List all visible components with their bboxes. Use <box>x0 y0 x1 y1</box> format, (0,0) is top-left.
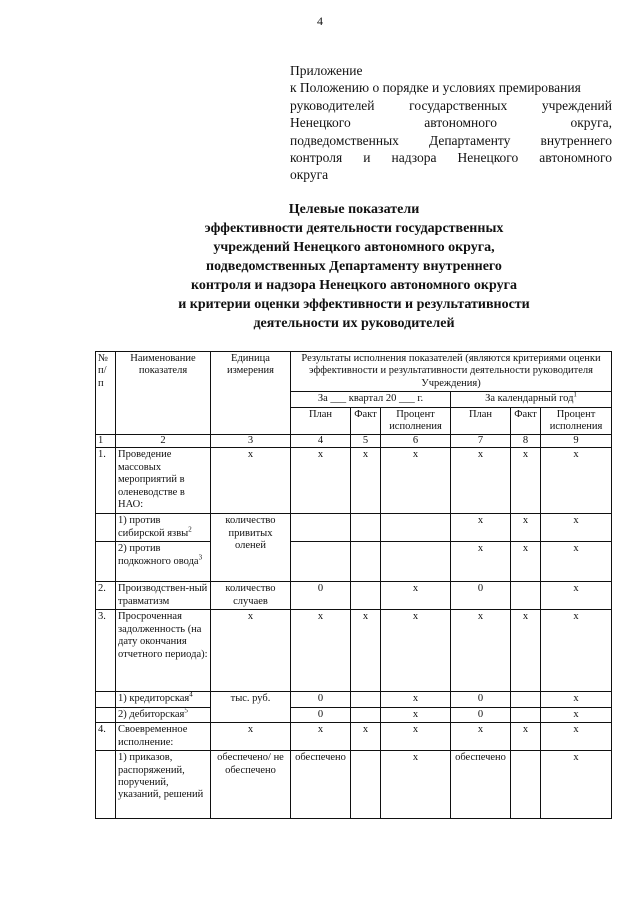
row-name <box>116 542 211 582</box>
appendix-line-5: контроля и надзора Ненецкого автономного <box>290 150 612 166</box>
cell-y-fact <box>511 692 541 707</box>
row-name <box>116 514 211 542</box>
col-number-2: 2 <box>116 435 211 448</box>
appendix-label: Приложение <box>290 63 363 78</box>
cell-q-fact <box>351 514 381 542</box>
appendix-line-2: руководителей государственных учреждений <box>290 97 612 113</box>
cell-y-percent: х <box>541 751 612 819</box>
cell-y-percent: х <box>541 723 612 751</box>
row-num <box>96 707 116 722</box>
cell-q-fact <box>351 542 381 582</box>
cell-y-percent: х <box>541 707 612 722</box>
header-num: № п/ п <box>96 352 116 435</box>
header-year <box>451 392 612 407</box>
cell-q-percent: х <box>381 707 451 722</box>
table-row <box>96 692 612 707</box>
indicators-table <box>95 351 612 819</box>
row-unit: х <box>211 610 291 692</box>
cell-y-plan: 0 <box>451 582 511 610</box>
cell-y-fact <box>511 582 541 610</box>
header-unit: Единица измерения <box>211 352 291 435</box>
row-num <box>96 514 116 542</box>
row-num: 1. <box>96 448 116 514</box>
page-number: 4 <box>317 14 323 28</box>
appendix-block <box>290 62 612 184</box>
title-line-3: учреждений Ненецкого автономного округа, <box>213 240 495 255</box>
row-num: 3. <box>96 610 116 692</box>
header-row-1 <box>96 352 612 392</box>
cell-y-fact: х <box>511 448 541 514</box>
header-y-percent: Процент исполнения <box>541 407 612 435</box>
col-number-4: 4 <box>291 435 351 448</box>
cell-y-percent: х <box>541 610 612 692</box>
header-q-plan: План <box>291 407 351 435</box>
cell-q-percent <box>381 514 451 542</box>
cell-q-fact: х <box>351 723 381 751</box>
row-unit: количество случаев <box>211 582 291 610</box>
col-number-8: 8 <box>511 435 541 448</box>
appendix-line-1: к Положению о порядке и условиях премирования <box>290 80 581 96</box>
cell-q-percent: х <box>381 582 451 610</box>
cell-y-plan: 0 <box>451 707 511 722</box>
cell-y-percent: х <box>541 448 612 514</box>
cell-y-plan: 0 <box>451 692 511 707</box>
cell-y-percent: х <box>541 692 612 707</box>
cell-y-fact: х <box>511 542 541 582</box>
row-name: Просроченная задолженность (на дату окончания отчетного периода): <box>116 610 211 692</box>
row-num: 2. <box>96 582 116 610</box>
cell-y-plan: х <box>451 610 511 692</box>
col-number-1: 1 <box>96 435 116 448</box>
table-row <box>96 448 612 514</box>
cell-y-fact: х <box>511 514 541 542</box>
cell-y-plan: обеспечено <box>451 751 511 819</box>
col-number-3: 3 <box>211 435 291 448</box>
appendix-line-6: округа <box>290 167 329 183</box>
table-row <box>96 610 612 692</box>
title-line-4: подведомственных Департаменту внутреннего <box>206 259 502 274</box>
row-name: Проведение массовых мероприятий в оленеводстве в НАО: <box>116 448 211 514</box>
cell-y-fact: х <box>511 723 541 751</box>
table-row <box>96 542 612 582</box>
row-unit: количество привитых оленей <box>211 514 291 582</box>
title-line-6: и критерии оценки эффективности и результативности <box>178 297 530 312</box>
row-name: Производствен-ный травматизм <box>116 582 211 610</box>
cell-q-percent: х <box>381 448 451 514</box>
header-year-label: За календарный год <box>485 393 574 405</box>
row-name <box>116 707 211 722</box>
appendix-line-4: подведомственных Департаменту внутреннего <box>290 132 612 148</box>
cell-q-fact: х <box>351 610 381 692</box>
cell-y-plan: х <box>451 723 511 751</box>
cell-y-percent: х <box>541 514 612 542</box>
table-row <box>96 751 612 819</box>
row-name-text: 1) против сибирской язвы <box>118 515 189 539</box>
cell-q-plan: 0 <box>291 707 351 722</box>
cell-q-plan: х <box>291 723 351 751</box>
col-number-5: 5 <box>351 435 381 448</box>
header-q-percent: Процент исполнения <box>381 407 451 435</box>
cell-y-plan: х <box>451 542 511 582</box>
row-num <box>96 751 116 819</box>
cell-q-percent: х <box>381 692 451 707</box>
title-line-2: эффективности деятельности государственных <box>204 221 504 236</box>
header-y-plan: План <box>451 407 511 435</box>
footnote-5: 5 <box>184 707 188 715</box>
header-y-fact: Факт <box>511 407 541 435</box>
cell-q-percent: х <box>381 610 451 692</box>
row-name-text: 2) против подкожного овода <box>118 543 199 567</box>
row-unit: обеспечено/ не обеспечено <box>211 751 291 819</box>
row-name-text: 2) дебиторская <box>118 708 185 720</box>
cell-q-fact <box>351 692 381 707</box>
title-line-5: контроля и надзора Ненецкого автономного округа <box>191 278 517 293</box>
cell-q-plan: 0 <box>291 582 351 610</box>
cell-q-plan: х <box>291 610 351 692</box>
cell-q-plan: обеспечено <box>291 751 351 819</box>
row-name: 1) приказов, распоряжений, поручений, указаний, решений <box>116 751 211 819</box>
title-line-7: деятельности их руководителей <box>253 316 455 331</box>
table-row <box>96 723 612 751</box>
row-unit: х <box>211 723 291 751</box>
cell-q-plan <box>291 514 351 542</box>
cell-y-fact <box>511 707 541 722</box>
header-results: Результаты исполнения показателей (являются критериями оценки эффективности и результативности деятельности руководителя Учреждения) <box>291 352 612 392</box>
cell-q-fact <box>351 582 381 610</box>
row-name <box>116 692 211 707</box>
row-unit: х <box>211 448 291 514</box>
cell-q-plan: 0 <box>291 692 351 707</box>
cell-y-fact <box>511 751 541 819</box>
cell-q-plan <box>291 542 351 582</box>
header-name: Наименование показателя <box>116 352 211 435</box>
cell-q-percent: х <box>381 751 451 819</box>
row-unit: тыс. руб. <box>211 692 291 723</box>
footnote-2: 2 <box>188 525 192 534</box>
cell-y-percent: х <box>541 542 612 582</box>
row-num <box>96 692 116 707</box>
cell-q-percent <box>381 542 451 582</box>
row-num: 4. <box>96 723 116 751</box>
appendix-line-3: Ненецкого автономного округа, <box>290 115 612 131</box>
row-name: Своевременное исполнение: <box>116 723 211 751</box>
cell-q-plan: х <box>291 448 351 514</box>
cell-q-fact: х <box>351 448 381 514</box>
footnote-1: 1 <box>573 391 577 399</box>
cell-q-percent: х <box>381 723 451 751</box>
cell-y-percent: х <box>541 582 612 610</box>
col-number-6: 6 <box>381 435 451 448</box>
footnote-3: 3 <box>198 553 203 562</box>
table-row <box>96 707 612 722</box>
row-name-text: 1) кредиторская <box>118 693 190 705</box>
header-q-fact: Факт <box>351 407 381 435</box>
cell-y-plan: х <box>451 448 511 514</box>
footnote-4: 4 <box>189 691 193 699</box>
title-line-1: Целевые показатели <box>288 202 420 217</box>
cell-q-fact <box>351 707 381 722</box>
table-row <box>96 582 612 610</box>
header-quarter: За ___ квартал 20 ___ г. <box>291 392 451 407</box>
document-title <box>100 200 608 333</box>
col-number-7: 7 <box>451 435 511 448</box>
cell-y-fact: х <box>511 610 541 692</box>
table-row <box>96 514 612 542</box>
cell-y-plan: х <box>451 514 511 542</box>
row-num <box>96 542 116 582</box>
col-number-9: 9 <box>541 435 612 448</box>
column-numbers-row <box>96 435 612 448</box>
cell-q-fact <box>351 751 381 819</box>
